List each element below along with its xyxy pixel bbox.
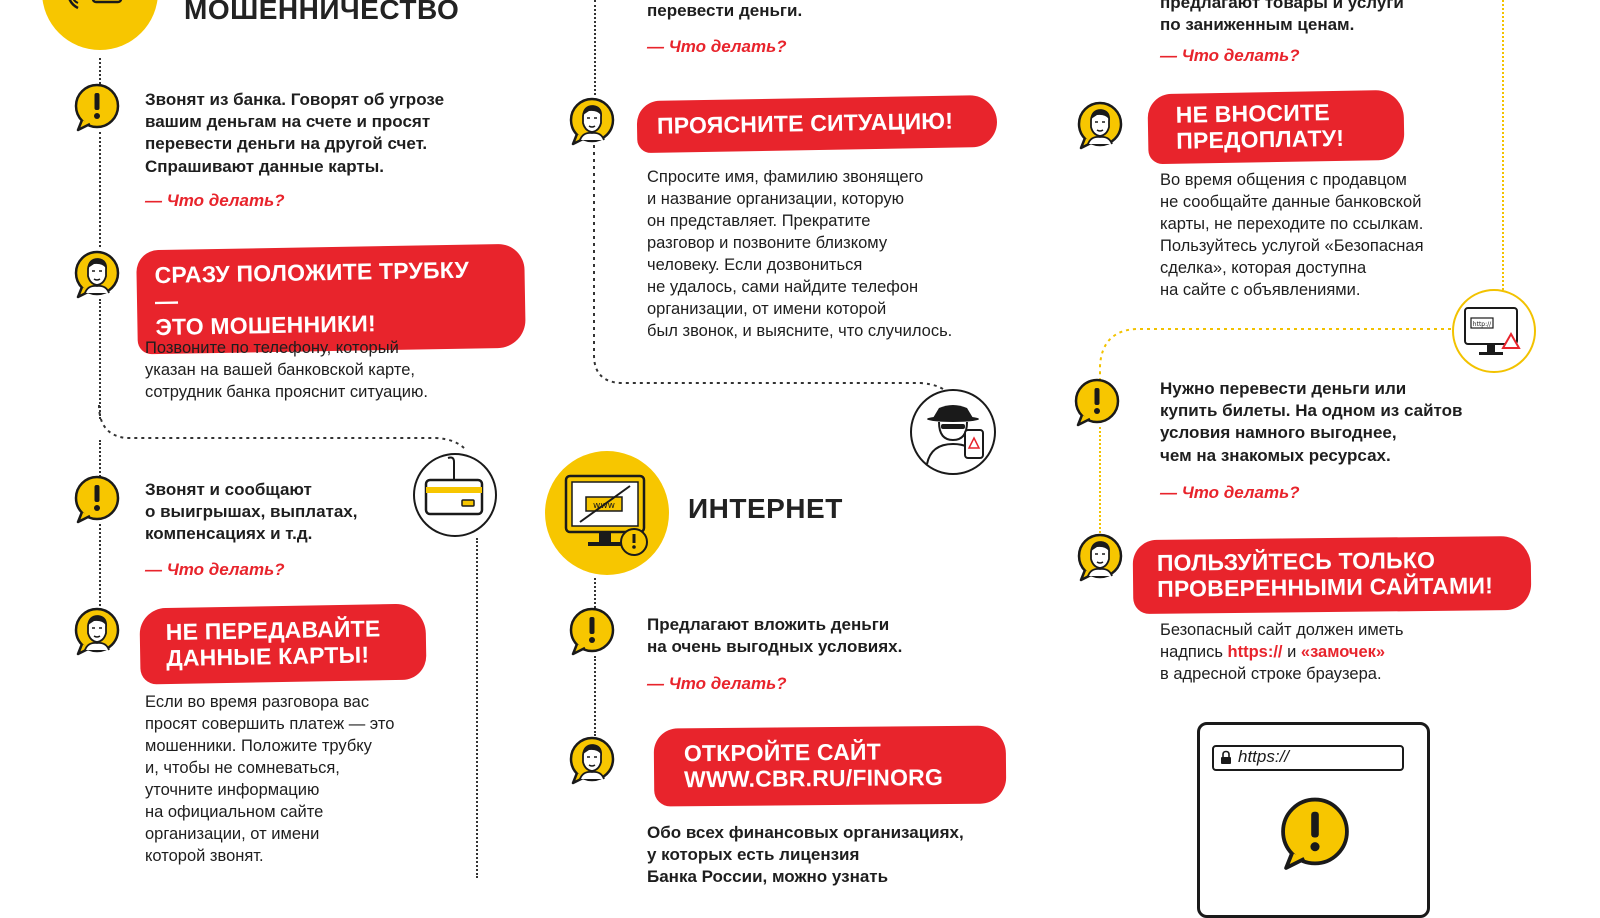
scenario-text: Звонят и сообщают о выигрышах, выплатах, компенсациях и т.д. (145, 480, 358, 544)
advisor-face-icon (1075, 532, 1125, 582)
section-heading-fraud: МОШЕННИЧЕСТВО (184, 0, 460, 25)
browser-illustration (1197, 722, 1430, 918)
advice-body: Во время общения с продавцом не сообщайте данные банковской карты, не переходите по ссылкам. Пользуйтесь услугой «Безопасная сделка», которая доступна на сайте с объявлениями. (1160, 171, 1424, 299)
scenario-text: Нужно перевести деньги или купить билеты. На одном из сайтов условия намного выгоднее, чем на знакомых ресурсах. (1160, 379, 1463, 465)
phone-fraud-icon (38, 0, 163, 55)
card-icon (412, 452, 498, 538)
warning-icon (567, 606, 617, 656)
fake-site-monitor-icon (1451, 288, 1537, 374)
advice-body: Если во время разговора вас просят совершить платеж — это мошенники. Положите трубку и, чтобы не сомневаться, уточните информацию на официальном сайте организации, от имени которой звонят. (145, 693, 395, 865)
advice-callout: НЕ ВНОСИТЕ ПРЕДОПЛАТУ! (1147, 90, 1404, 164)
address-bar-url: https:// (1238, 747, 1290, 766)
advice-body: Позвоните по телефону, который указан на вашей банковской карте, сотрудник банка прояснит ситуацию. (145, 339, 428, 401)
svg-text:www: www (592, 501, 616, 511)
scenario-text: Звонят из банка. Говорят об угрозе вашим деньгам на счете и просят перевести деньги на другой счет. Спрашивают данные карты. (145, 90, 445, 176)
advice-body: Спросите имя, фамилию звонящего и название организации, которую он представляет. Прекратите разговор и позвоните близкому человеку. Если дозвониться не удалось, сами найдите телефон организации, от имени которой был звонок, и выясните, что случилось. (647, 168, 953, 340)
www-monitor-icon (544, 450, 670, 576)
https-highlight: https:// (1227, 643, 1283, 661)
what-to-do-label: — Что делать? (145, 191, 285, 210)
monitor-label: http:// (1472, 321, 1492, 328)
lock-highlight: «замочек» (1300, 643, 1386, 661)
what-to-do-label: — Что делать? (647, 674, 787, 693)
hacker-icon (909, 388, 997, 476)
warning-icon (1277, 795, 1353, 871)
section-heading-internet: ИНТЕРНЕТ (688, 493, 843, 524)
advice-body: Обо всех финансовых организациях, у которых есть лицензия Банка России, можно узнать (647, 823, 964, 887)
advisor-face-icon (567, 96, 617, 146)
what-to-do-label: — Что делать? (1160, 46, 1300, 65)
warning-icon (1072, 377, 1122, 427)
warning-icon (72, 82, 122, 132)
what-to-do-label: — Что делать? (145, 560, 285, 579)
address-bar (1212, 745, 1404, 771)
advice-callout: ПОЛЬЗУЙТЕСЬ ТОЛЬКО ПРОВЕРЕННЫМИ САЙТАМИ! (1133, 536, 1532, 614)
advisor-face-icon (72, 606, 122, 656)
padlock-icon (1220, 750, 1232, 765)
advice-callout: НЕ ПЕРЕДАВАЙТЕ ДАННЫЕ КАРТЫ! (139, 604, 426, 685)
scenario-text-end: перевести деньги. (647, 1, 803, 20)
advisor-face-icon (1075, 100, 1125, 150)
advice-callout: ПРОЯСНИТЕ СИТУАЦИЮ! (637, 95, 998, 153)
scenario-text: Предлагают вложить деньги на очень выгодных условиях. (647, 615, 903, 657)
advice-body: Безопасный сайт должен иметь надпись https:// и «замочек» в адресной строке браузера. (1160, 621, 1404, 683)
scenario-text-end: предлагают товары и услуги по заниженным ценам. (1160, 0, 1404, 35)
what-to-do-label: — Что делать? (1160, 483, 1300, 502)
advice-callout: СРАЗУ ПОЛОЖИТЕ ТРУБКУ — ЭТО МОШЕННИКИ! (136, 244, 526, 355)
warning-icon (72, 474, 122, 524)
what-to-do-label: — Что делать? (647, 37, 787, 56)
advisor-face-icon (567, 735, 617, 785)
advice-callout-link[interactable]: ОТКРОЙТЕ САЙТ WWW.CBR.RU/FINORG (654, 725, 1007, 806)
advisor-face-icon (72, 249, 122, 299)
